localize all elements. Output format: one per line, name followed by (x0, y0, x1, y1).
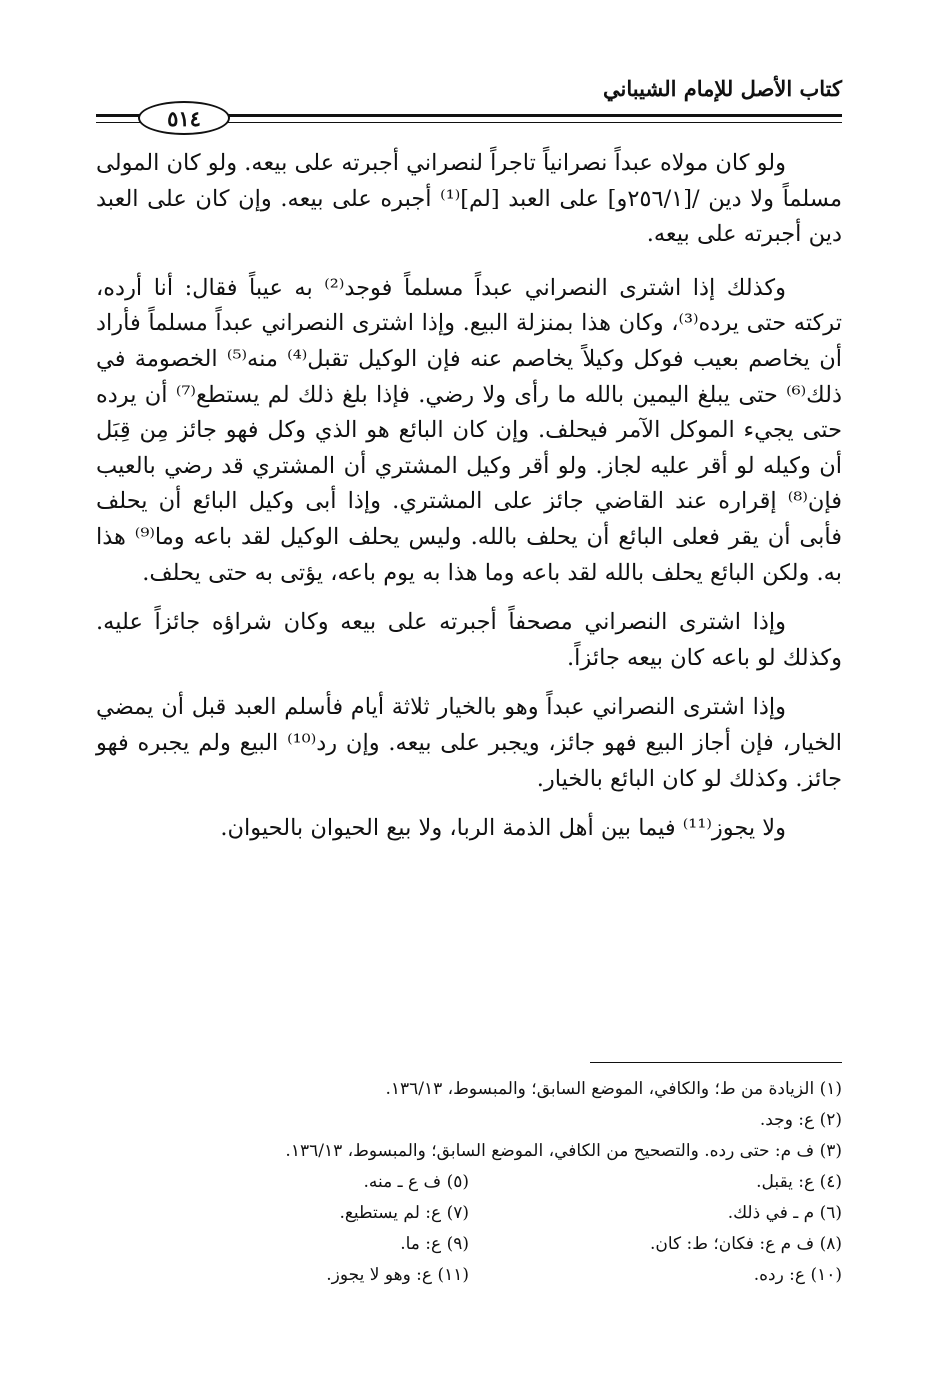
footnote: (٤) ع: يقبل. (756, 1172, 842, 1192)
footnote: (١) الزيادة من ط؛ والكافي، الموضع السابق؛ والمبسوط، ١٣٦/١٣. (385, 1079, 842, 1099)
footnote: (٥) ف ع ـ منه. (363, 1172, 469, 1192)
footnote: (٣) ف م: حتى رده. والتصحيح من الكافي، الموضع السابق؛ والمبسوط، ١٣٦/١٣. (285, 1141, 842, 1161)
footnotes (96, 1074, 842, 1291)
paragraph: وإذا اشترى النصراني مصحفاً أجبرته على بيعه وكان شراؤه جائزاً عليه. وكذلك لو باعه كان بيعه جائزاً. (96, 609, 842, 671)
paragraph: ولو كان مولاه عبداً نصرانياً تاجراً لنصراني أجبرته على بيعه. ولو كان المولى مسلماً ولا دين /[٢٥٦/١و] على العبد [لم]⁽¹⁾ أجبره على بيعه. وإن كان على العبد دين أجبرته على بيعه. (96, 150, 843, 248)
footnote: (٨) ف م ع: فكان؛ ط: كان. (649, 1234, 842, 1254)
running-title: كتاب الأصل للإمام الشيباني (603, 76, 842, 101)
footnote: (٩) ع: ما. (400, 1234, 469, 1254)
footnote: (١٠) ع: رده. (753, 1265, 842, 1285)
footnote-separator (590, 1062, 842, 1063)
footnote: (١١) ع: وهو لا يجوز. (326, 1265, 469, 1285)
paragraph: وإذا اشترى النصراني عبداً وهو بالخيار ثلاثة أيام فأسلم العبد قبل أن يمضي الخيار، فإن أجاز البيع فهو جائز، ويجبر على بيعه. وإن رد⁽¹⁰⁾ البيع ولم يجبره فهو جائز. وكذلك لو كان البائع بالخيار. (96, 694, 842, 792)
footnote: (٧) ع: لم يستطيع. (339, 1203, 469, 1223)
paragraph: وكذلك إذا اشترى النصراني عبداً مسلماً فوجد⁽²⁾ به عيباً فقال: أنا أرده، تركته حتى يرده⁽³⁾، وكان هذا بمنزلة البيع. وإذا اشترى النصراني عبداً مسلماً فأراد أن يخاصم بعيب فوكل وكيلاً يخاصم عنه فإن الوكيل تقبل⁽⁴⁾ منه⁽⁵⁾ الخصومة في ذلك⁽⁶⁾ حتى يبلغ اليمين بالله ما رأى ولا رضي. فإذا بلغ ذلك لم يستطع⁽⁷⁾ أن يرده حتى يجيء الموكل الآمر فيحلف. وإن كان البائع هو الذي وكل فهو جائز مِن قِبَل أن وكيله لو أقر عليه لجاز. ولو أقر وكيل المشتري أن المشتري قد رضي بالعيب فإن⁽⁸⁾ إقراره عند القاضي جائز على المشتري. وإذا أبى وكيل البائع أن يحلف فأبى أن يقر فعلى البائع أن يحلف بالله. وليس يحلف الوكيل لقد باعه وما⁽⁹⁾ هذا به. ولكن البائع يحلف بالله لقد باعه وما هذا به يوم باعه، يؤتى به حتى يحلف. (96, 274, 843, 586)
page-number: ٥١٤ (138, 101, 230, 135)
footnote: (٢) ع: وجد. (759, 1110, 842, 1130)
footnote: (٦) م ـ في ذلك. (727, 1203, 842, 1223)
paragraph: ولا يجوز⁽¹¹⁾ فيما بين أهل الذمة الربا، ولا بيع الحيوان بالحيوان. (220, 815, 786, 842)
body-text (96, 146, 842, 847)
